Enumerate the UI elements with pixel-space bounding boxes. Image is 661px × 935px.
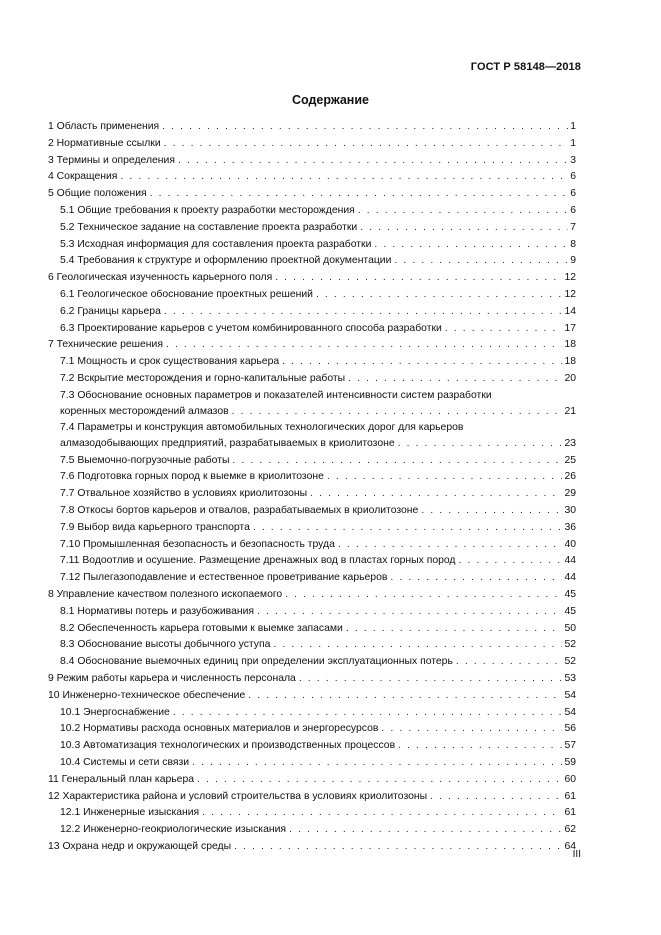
toc-entry-title: 11 Генеральный план карьера xyxy=(48,773,195,785)
toc-entry[interactable] xyxy=(48,153,576,170)
dot-leader xyxy=(316,287,562,304)
toc-entry-title: 5.3 Исходная информация для составления проекта разработки xyxy=(60,238,372,250)
toc-entry[interactable] xyxy=(48,253,576,270)
toc-entry-title: 6.1 Геологическое обоснование проектных решений xyxy=(60,288,313,300)
dot-leader xyxy=(166,337,562,354)
toc-entry-page: 20 xyxy=(564,372,576,384)
toc-entry-page: 44 xyxy=(564,555,576,567)
toc-entry[interactable] xyxy=(48,119,576,136)
toc-entry-title: 2 Нормативные ссылки xyxy=(48,137,161,149)
toc-entry[interactable] xyxy=(48,420,576,452)
toc-entry-page: 18 xyxy=(564,356,576,368)
toc-entry-page: 45 xyxy=(564,588,576,600)
dot-leader xyxy=(197,772,562,789)
toc-entry[interactable] xyxy=(48,789,576,806)
toc-entry[interactable] xyxy=(48,520,576,537)
toc-entry[interactable] xyxy=(48,537,576,554)
toc-entry-page: 54 xyxy=(564,706,576,718)
toc-entry-title: 13 Охрана недр и окружающей среды xyxy=(48,840,232,852)
toc-entry[interactable] xyxy=(48,186,576,203)
toc-entry-title: 5.2 Техническое задание на составление проекта разработки xyxy=(60,221,358,233)
toc-entry[interactable] xyxy=(48,354,576,371)
toc-entry-title: 7.9 Выбор вида карьерного транспорта xyxy=(60,521,250,533)
toc-entry-title: 10.4 Системы и сети связи xyxy=(60,756,190,768)
toc-entry-title: 7.6 Подготовка горных пород к выемке в криолитозоне xyxy=(60,471,324,483)
toc-entry[interactable] xyxy=(48,671,576,688)
toc-entry-title: 6.2 Границы карьера xyxy=(60,305,161,317)
toc-entry-title: 1 Область применения xyxy=(48,121,160,132)
toc-entry-page: 45 xyxy=(564,605,576,617)
toc-entry[interactable] xyxy=(48,304,576,321)
table-of-contents xyxy=(48,119,576,856)
toc-entry-title: 10.1 Энергоснабжение xyxy=(60,706,170,718)
toc-entry-page: 6 xyxy=(570,204,576,216)
toc-entry[interactable] xyxy=(48,772,576,789)
toc-entry-title: 12.2 Инженерно-геокриологические изыскания xyxy=(60,824,287,836)
dot-leader xyxy=(398,436,563,452)
toc-entry-title-continued: алмазодобывающих предприятий, разрабатываемых в криолитозоне xyxy=(60,438,395,450)
toc-entry[interactable] xyxy=(48,621,576,638)
dot-leader xyxy=(232,404,563,420)
toc-entry[interactable] xyxy=(48,337,576,354)
toc-entry-title-continued: коренных месторождений алмазов xyxy=(60,405,229,417)
toc-entry-title: 9 Режим работы карьера и численность персонала xyxy=(48,672,296,684)
toc-entry-title: 5.4 Требования к структуре и оформлению проектной документации xyxy=(60,255,392,267)
toc-entry-title: 7.2 Вскрытие месторождения и горно-капитальные работы xyxy=(60,372,346,384)
dot-leader xyxy=(282,354,562,371)
toc-entry-page: 8 xyxy=(570,238,576,250)
dot-leader xyxy=(398,738,562,755)
document-standard-number: ГОСТ Р 58148—2018 xyxy=(470,61,581,73)
toc-entry-page: 6 xyxy=(570,188,576,200)
toc-entry-title: 7.11 Водоотлив и осушение. Размещение дренажных вод в пластах горных пород xyxy=(60,555,456,567)
toc-entry-page: 7 xyxy=(570,221,576,233)
toc-entry[interactable] xyxy=(48,654,576,671)
toc-entry[interactable] xyxy=(48,469,576,486)
toc-entry-title: 12.1 Инженерные изыскания xyxy=(60,807,200,819)
toc-entry-page: 3 xyxy=(570,154,576,166)
dot-leader xyxy=(173,705,563,722)
dot-leader xyxy=(346,621,563,638)
toc-entry-page: 12 xyxy=(564,288,576,300)
toc-entry[interactable] xyxy=(48,321,576,338)
toc-entry[interactable] xyxy=(48,270,576,287)
toc-entry-title: 8 Управление качеством полезного ископаемого xyxy=(48,588,283,600)
toc-entry[interactable] xyxy=(48,136,576,153)
toc-entry-page: 52 xyxy=(564,656,576,668)
toc-entry-page: 29 xyxy=(564,488,576,500)
toc-entry[interactable] xyxy=(48,486,576,503)
dot-leader xyxy=(178,153,568,170)
dot-leader xyxy=(421,503,562,520)
dot-leader xyxy=(390,570,562,587)
dot-leader xyxy=(202,805,562,822)
toc-entry-page: 62 xyxy=(564,824,576,836)
toc-entry[interactable] xyxy=(48,388,576,420)
dot-leader xyxy=(456,654,563,671)
toc-entry[interactable] xyxy=(48,805,576,822)
dot-leader xyxy=(374,237,568,254)
toc-entry-page: 44 xyxy=(564,572,576,584)
toc-entry-title: 10 Инженерно-техническое обеспечение xyxy=(48,689,246,701)
toc-entry[interactable] xyxy=(48,553,576,570)
toc-entry-title: 7.5 Выемочно-погрузочные работы xyxy=(60,454,230,466)
toc-entry-page: 59 xyxy=(564,756,576,768)
toc-entry-title: 7.12 Пылегазоподавление и естественное проветривание карьеров xyxy=(60,572,388,584)
toc-entry-title: 7.3 Обоснование основных параметров и показателей интенсивности систем разработки xyxy=(60,389,492,401)
dot-leader xyxy=(381,721,562,738)
toc-title: Содержание xyxy=(291,93,369,107)
dot-leader xyxy=(360,220,568,237)
toc-entry-page: 25 xyxy=(564,454,576,466)
toc-entry-page: 21 xyxy=(564,405,576,417)
toc-entry-title: 7.4 Параметры и конструкция автомобильных технологических дорог для карьеров xyxy=(60,422,464,434)
toc-entry[interactable] xyxy=(48,237,576,254)
toc-entry-title: 10.3 Автоматизация технологических и производственных процессов xyxy=(60,740,396,752)
dot-leader xyxy=(445,321,563,338)
dot-leader xyxy=(150,186,569,203)
toc-entry-title: 8.3 Обоснование высоты добычного уступа xyxy=(60,639,271,651)
toc-entry-page: 23 xyxy=(564,438,576,450)
toc-entry[interactable] xyxy=(48,371,576,388)
toc-entry[interactable] xyxy=(48,203,576,220)
dot-leader xyxy=(338,537,563,554)
toc-entry-page: 60 xyxy=(564,773,576,785)
toc-entry[interactable] xyxy=(48,839,576,856)
toc-entry-page: 54 xyxy=(564,689,576,701)
dot-leader xyxy=(299,671,563,688)
toc-entry-page: 14 xyxy=(564,305,576,317)
dot-leader xyxy=(164,136,569,153)
toc-entry-title: 7.7 Отвальное хозяйство в условиях криолитозоны xyxy=(60,488,308,500)
toc-entry[interactable] xyxy=(48,220,576,237)
toc-entry[interactable] xyxy=(48,503,576,520)
toc-entry-page: 40 xyxy=(564,538,576,550)
dot-leader xyxy=(164,304,563,321)
dot-leader xyxy=(232,453,562,470)
toc-entry-title: 8.2 Обеспеченность карьера готовыми к выемке запасами xyxy=(60,622,343,634)
toc-entry-page: 26 xyxy=(564,471,576,483)
dot-leader xyxy=(285,587,562,604)
toc-entry-title: 12 Характеристика района и условий строительства в условиях криолитозоны xyxy=(48,790,428,802)
dot-leader xyxy=(192,755,562,772)
toc-entry-page: 1 xyxy=(570,137,576,149)
toc-entry-title: 7 Технические решения xyxy=(48,339,163,351)
dot-leader xyxy=(358,203,568,220)
toc-entry[interactable] xyxy=(48,705,576,722)
toc-entry-page: 17 xyxy=(564,322,576,334)
toc-entry-title: 7.10 Промышленная безопасность и безопасность труда xyxy=(60,538,335,550)
toc-entry-page: 57 xyxy=(564,740,576,752)
page-number: III xyxy=(572,849,581,860)
toc-entry[interactable] xyxy=(48,169,576,186)
toc-entry[interactable] xyxy=(48,637,576,654)
toc-entry-page: 56 xyxy=(564,723,576,735)
toc-entry-title: 5.1 Общие требования к проекту разработки месторождения xyxy=(60,204,355,216)
toc-entry-title: 4 Сокращения xyxy=(48,171,118,183)
dot-leader xyxy=(162,119,568,136)
dot-leader xyxy=(257,604,562,621)
toc-entry[interactable] xyxy=(48,587,576,604)
toc-entry-page: 50 xyxy=(564,622,576,634)
toc-entry-title: 3 Термины и определения xyxy=(48,154,175,166)
dot-leader xyxy=(327,469,563,486)
toc-entry-title: 5 Общие положения xyxy=(48,188,147,200)
toc-entry-title: 7.8 Откосы бортов карьеров и отвалов, разрабатываемых в криолитозоне xyxy=(60,504,419,516)
dot-leader xyxy=(348,371,562,388)
dot-leader xyxy=(459,553,563,570)
toc-entry-page: 30 xyxy=(564,504,576,516)
toc-entry[interactable] xyxy=(48,688,576,705)
toc-entry-page: 52 xyxy=(564,639,576,651)
toc-entry-page: 53 xyxy=(564,672,576,684)
toc-entry-page: 18 xyxy=(564,339,576,351)
toc-entry[interactable] xyxy=(48,738,576,755)
toc-entry-title: 10.2 Нормативы расхода основных материалов и энергоресурсов xyxy=(60,723,379,735)
toc-entry-page: 64 xyxy=(564,840,576,852)
toc-entry-page: 36 xyxy=(564,521,576,533)
toc-entry-page: 6 xyxy=(570,171,576,183)
toc-entry-title: 8.1 Нормативы потерь и разубоживания xyxy=(60,605,255,617)
dot-leader xyxy=(310,486,562,503)
toc-entry-title: 7.1 Мощность и срок существования карьера xyxy=(60,356,280,368)
toc-entry-title: 6.3 Проектирование карьеров с учетом комбинированного способа разработки xyxy=(60,322,442,334)
dot-leader xyxy=(430,789,562,806)
dot-leader xyxy=(275,270,562,287)
dot-leader xyxy=(289,822,562,839)
toc-entry[interactable] xyxy=(48,604,576,621)
toc-entry-page: 12 xyxy=(564,272,576,284)
toc-entry-page: 61 xyxy=(564,807,576,819)
toc-entry-title: 6 Геологическая изученность карьерного поля xyxy=(48,272,273,284)
dot-leader xyxy=(394,253,568,270)
toc-entry[interactable] xyxy=(48,570,576,587)
dot-leader xyxy=(234,839,562,856)
toc-entry-page: 61 xyxy=(564,790,576,802)
toc-entry[interactable] xyxy=(48,453,576,470)
toc-entry[interactable] xyxy=(48,755,576,772)
toc-entry-page: 1 xyxy=(570,121,576,132)
dot-leader xyxy=(273,637,562,654)
toc-entry[interactable] xyxy=(48,287,576,304)
toc-entry[interactable] xyxy=(48,721,576,738)
dot-leader xyxy=(120,169,568,186)
dot-leader xyxy=(253,520,563,537)
toc-entry[interactable] xyxy=(48,822,576,839)
dot-leader xyxy=(248,688,562,705)
toc-entry-page: 9 xyxy=(570,255,576,267)
toc-entry-title: 8.4 Обоснование выемочных единиц при определении эксплуатационных потерь xyxy=(60,656,453,668)
